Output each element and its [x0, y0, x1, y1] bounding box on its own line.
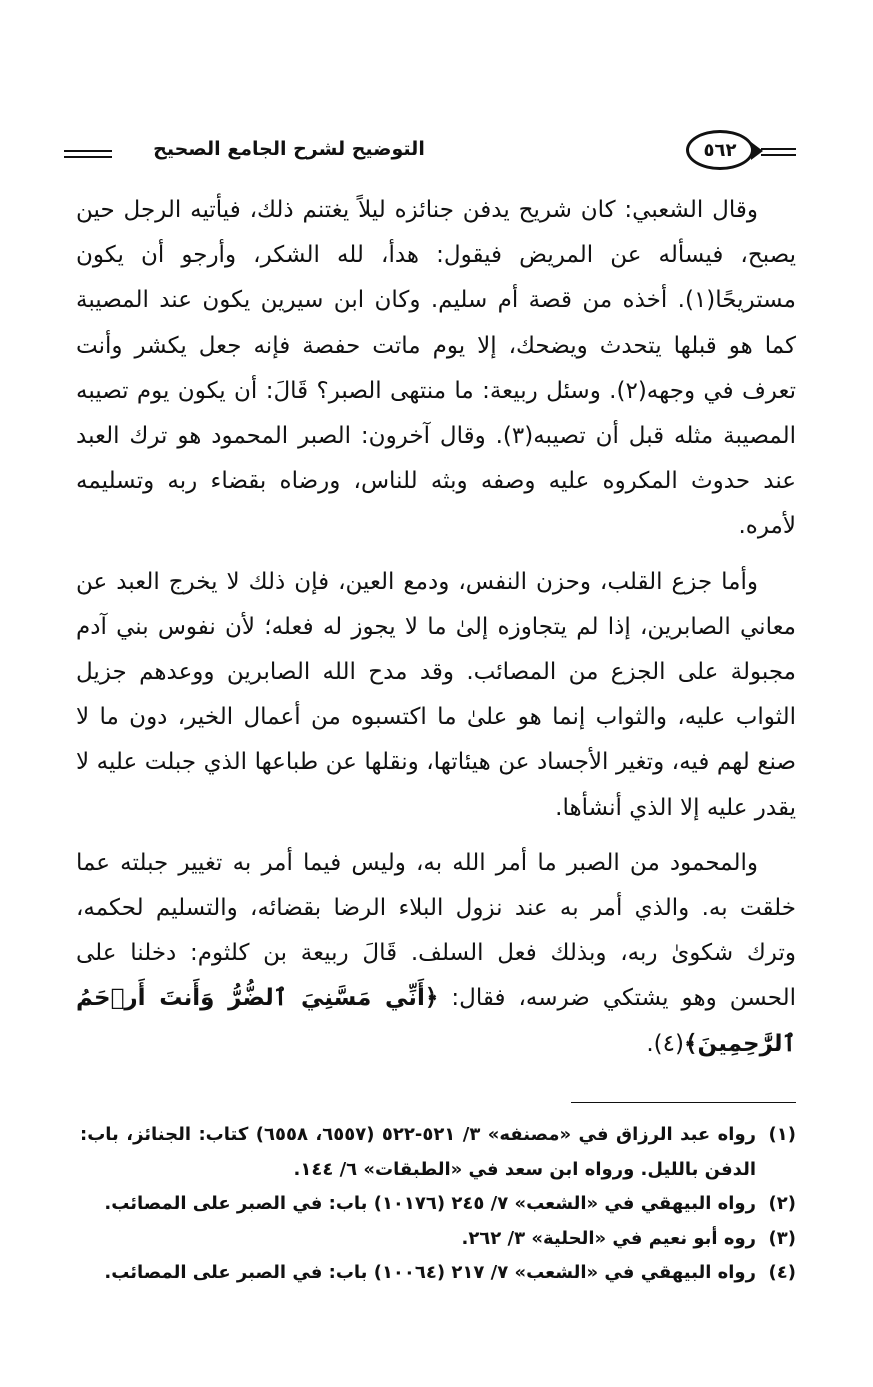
paragraph-text: والمحمود من الصبر ما أمر الله به، وليس فيما أمر به تغيير جبلته عما خلقت به. والذي أمر به عند نزول البلاء الرضا بقضائه، والتسليم لحكمه، وترك شكوىٰ ربه، وبذلك فعل السلف. قَالَ ربيعة بن كلثوم: دخلنا على الحسن وهو يشتكي ضرسه، فقال:	[76, 849, 796, 1012]
header-rule	[64, 156, 112, 158]
book-title: التوضيح لشرح الجامع الصحيح	[153, 138, 425, 160]
footnote	[80, 1187, 796, 1222]
footnote	[80, 1118, 796, 1187]
footnote-number: (٢)	[768, 1193, 796, 1214]
footnote-text: رواه البيهقي في «الشعب» ٧/ ٢٤٥ (١٠١٧٦) باب: في الصبر على المصائب.	[104, 1193, 756, 1214]
footnote	[80, 1222, 796, 1257]
paragraph	[76, 841, 796, 1067]
running-header	[64, 128, 796, 178]
page-number: ٥٦٢	[703, 139, 737, 161]
footnote-ref: (٤).	[646, 1030, 685, 1057]
footnote-number: (٣)	[768, 1227, 796, 1249]
footnote-number: (١)	[768, 1124, 796, 1145]
quran-verse: ﴿أَنِّي مَسَّنِيَ ٱلضُّرُّ وَأَنتَ أَرۡحَمُ ٱلرَّٰحِمِينَ﴾	[76, 985, 796, 1057]
footnote-number: (٤)	[768, 1262, 796, 1283]
paragraph: وقال الشعبي: كان شريح يدفن جنائزه ليلاً يغتنم ذلك، فيأتيه الرجل حين يصبح، فيسأله عن المريض فيقول: هدأ، لله الشكر، وأرجو أن يكون مستريحًا(١). أخذه من قصة أم سليم. وكان ابن سيرين يكون عند المصيبة كما هو قبلها يتحدث ويضحك، إلا يوم ماتت حفصة فإنه جعل يكشر وأنت تعرف في وجهه(٢). وسئل ربيعة: ما منتهى الصبر؟ قَالَ: أن يكون يوم تصيبه المصيبة مثله قبل أن تصيبه(٣). وقال آخرون: الصبر المحمود هو ترك العبد عند حدوث المكروه عليه وصفه وبثه للناس، ورضاه بقضاء ربه وتسليمه لأمره.	[76, 197, 796, 540]
paragraph: وأما جزع القلب، وحزن النفس، ودمع العين، فإن ذلك لا يخرج العبد عن معاني الصابرين، إذا لم يتجاوزه إلىٰ ما لا يجوز له فعله؛ لأن نفوس بني آدم مجبولة على الجزع من المصائب. وقد مدح الله الصابرين ووعدهم جزيل الثواب عليه، والثواب إنما هو علىٰ ما اكتسبوه من أعمال الخير، دون ما لا صنع لهم فيه، وتغير الأجساد عن هيئاتها، ونقلها عن طباعها الذي جبلت عليه لا يقدر عليه إلا الذي أنشأها.	[76, 568, 796, 821]
header-rule	[761, 154, 796, 156]
footnote	[80, 1256, 796, 1291]
page-number-badge	[686, 130, 754, 170]
footnotes	[80, 1118, 796, 1291]
header-rule	[64, 150, 112, 152]
header-rule	[761, 148, 796, 150]
footnote-text: رواه البيهقي في «الشعب» ٧/ ٢١٧ (١٠٠٦٤) باب: في الصبر على المصائب.	[104, 1262, 756, 1283]
footnote-text: رواه عبد الرزاق في «مصنفه» ٣/ ٥٢١-٥٢٢ (٦٥٥٧، ٦٥٥٨) كتاب: الجنائز، باب: الدفن بالليل. ورواه ابن سعد في «الطبقات» ٦/ ١٤٤.	[80, 1124, 756, 1180]
footnote-divider	[571, 1102, 796, 1103]
main-text	[76, 188, 796, 1077]
footnote-text: روه أبو نعيم في «الحلية» ٣/ ٢٦٢.	[461, 1227, 756, 1249]
